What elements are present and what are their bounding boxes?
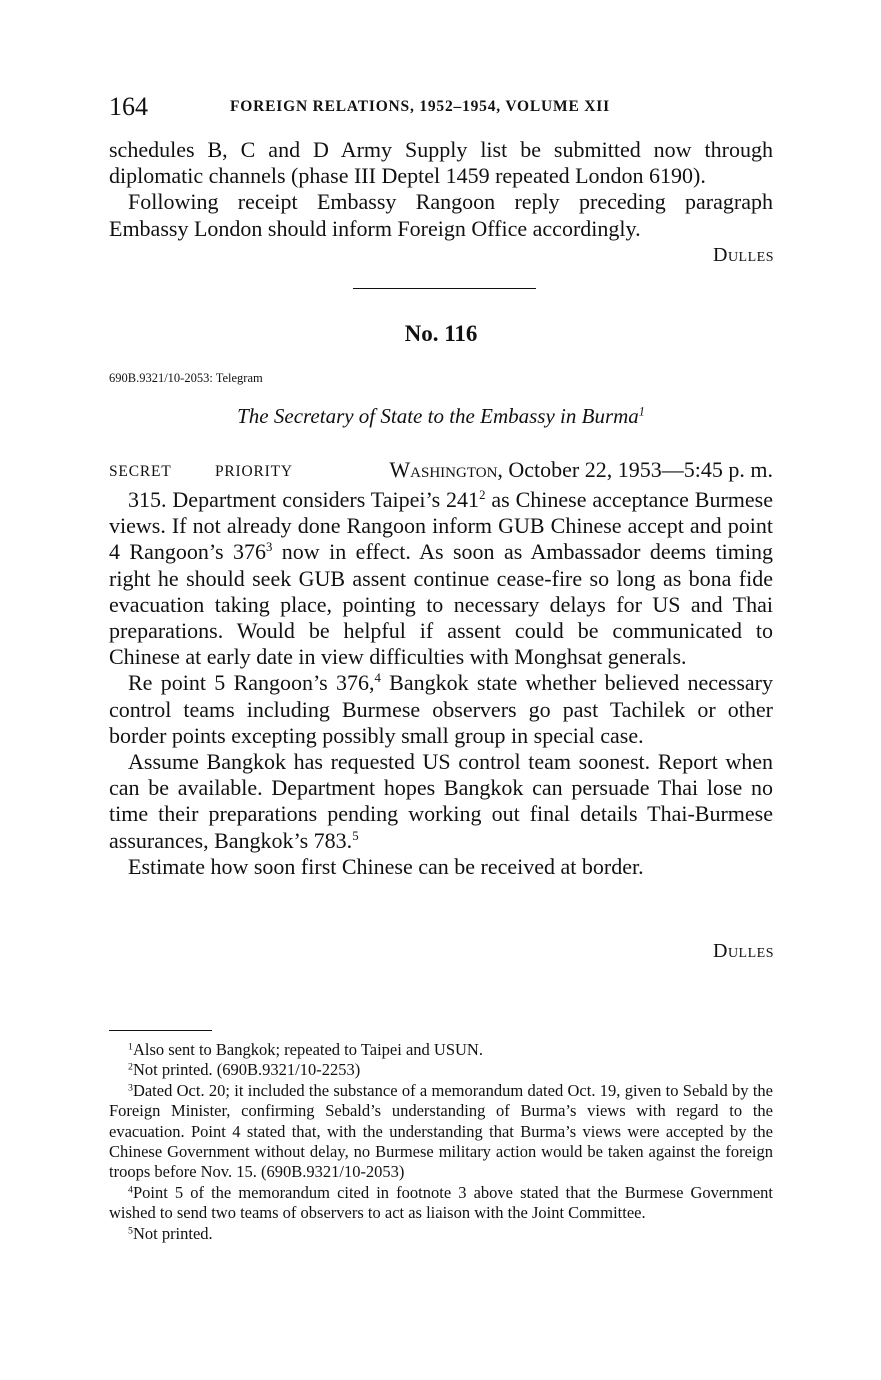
footnote-divider [109, 1030, 212, 1031]
footnote-mark: 4 [128, 1184, 133, 1196]
footnote-mark: 5 [128, 1225, 133, 1237]
footnote-ref-5[interactable]: 5 [352, 828, 359, 843]
section-divider [353, 288, 536, 289]
footnote-1 [109, 1040, 773, 1060]
continuation-signature: Dulles [713, 244, 774, 266]
footnote-mark: 1 [128, 1041, 133, 1053]
footnote-text: Not printed. (690B.9321/10-2253) [132, 1060, 361, 1080]
precedence: PRIORITY [215, 463, 293, 480]
series-title: FOREIGN RELATIONS, 1952–1954, VOLUME XII [230, 98, 610, 115]
footnote-text: Dated Oct. 20; it included the substance of a memorandum dated Oct. 19, given to Sebald by the Foreign Minister, confirming Sebald’s understanding of Burma’s views with regard to the evacuation. Point 4 stated that, with the understanding that Burma’s views were accepted by the Chinese Government without delay, no Burmese military action would be taken against the foreign troops before Nov. 15. (690B.9321/10-2053) [109, 1080, 773, 1182]
previous-document-continuation [109, 137, 773, 242]
place-date [389, 456, 773, 484]
telegram-body [109, 487, 773, 880]
document-number: No. 116 [404, 321, 478, 346]
p1-text-c: now in effect. As soon as Ambassador deems timing right he should seek GUB assent continue cease-fire so long as bona fide evacuation taking place, pointing to necessary delays for US and Thai preparations. Would be helpful if assent could be communicated to Chinese at early date in view difficulties with Monghsat generals. [109, 539, 774, 670]
footnote-3 [109, 1081, 773, 1183]
place: Washington [389, 457, 498, 482]
footnote-5 [109, 1224, 773, 1244]
file-reference: 690B.9321/10-2053: Telegram [109, 371, 263, 385]
footnote-ref-3[interactable]: 3 [266, 540, 273, 555]
telegram-paragraph-3 [109, 749, 773, 854]
p1-text-b: as Chinese acceptance Burmese views. If not already done Rangoon inform GUB Chinese accept and point 4 Rangoon’s 376 [109, 487, 773, 565]
page-number: 164 [109, 92, 148, 121]
continuation-paragraph-2: Following receipt Embassy Rangoon reply preceding paragraph Embassy London should inform Foreign Office accordingly. [109, 189, 773, 241]
document-title-text: The Secretary of State to the Embassy in Burma [237, 404, 639, 428]
footnote-mark: 2 [128, 1061, 133, 1073]
footnote-2 [109, 1060, 773, 1080]
document-signature: Dulles [713, 940, 774, 962]
continuation-paragraph-1: schedules B, C and D Army Supply list be submitted now through diplomatic channels (phase III Deptel 1459 repeated London 6190). [109, 137, 773, 189]
footnotes [109, 1040, 773, 1244]
footnote-text: Also sent to Bangkok; repeated to Taipei and USUN. [132, 1040, 483, 1059]
dateline [109, 456, 773, 484]
date-time: , October 22, 1953—5:45 p. m. [497, 457, 773, 482]
telegram-paragraph-1 [109, 487, 773, 670]
footnote-ref-2[interactable]: 2 [479, 488, 486, 503]
footnote-text: Not printed. [132, 1223, 213, 1243]
p2-text-a: Re point 5 Rangoon’s 376, [128, 670, 375, 696]
telegram-paragraph-2 [109, 670, 773, 749]
running-head [109, 93, 773, 121]
telegram-paragraph-4: Estimate how soon first Chinese can be received at border. [128, 853, 644, 879]
p1-text-a: 315. Department considers Taipei’s 241 [128, 487, 480, 512]
footnote-4 [109, 1183, 773, 1224]
p2-text-b: Bangkok state whether believed necessary control teams including Burmese observers go past Tachilek or other border points excepting possibly small group in special case. [109, 670, 773, 748]
footnote-mark: 3 [128, 1082, 133, 1094]
p3-text-a: Assume Bangkok has requested US control team soonest. Report when can be available. Department hopes Bangkok can persuade Thai lose no time their preparations pending working out final details Thai-Burmese assurances, Bangkok’s 783. [109, 749, 773, 853]
footnote-text: Point 5 of the memorandum cited in footnote 3 above stated that the Burmese Government wished to send two teams of observers to act as liaison with the Joint Committee. [109, 1182, 773, 1223]
footnote-ref-1[interactable]: 1 [638, 404, 645, 419]
classification: SECRET [109, 463, 172, 480]
footnote-ref-4[interactable]: 4 [374, 671, 381, 686]
document-title [109, 402, 773, 430]
